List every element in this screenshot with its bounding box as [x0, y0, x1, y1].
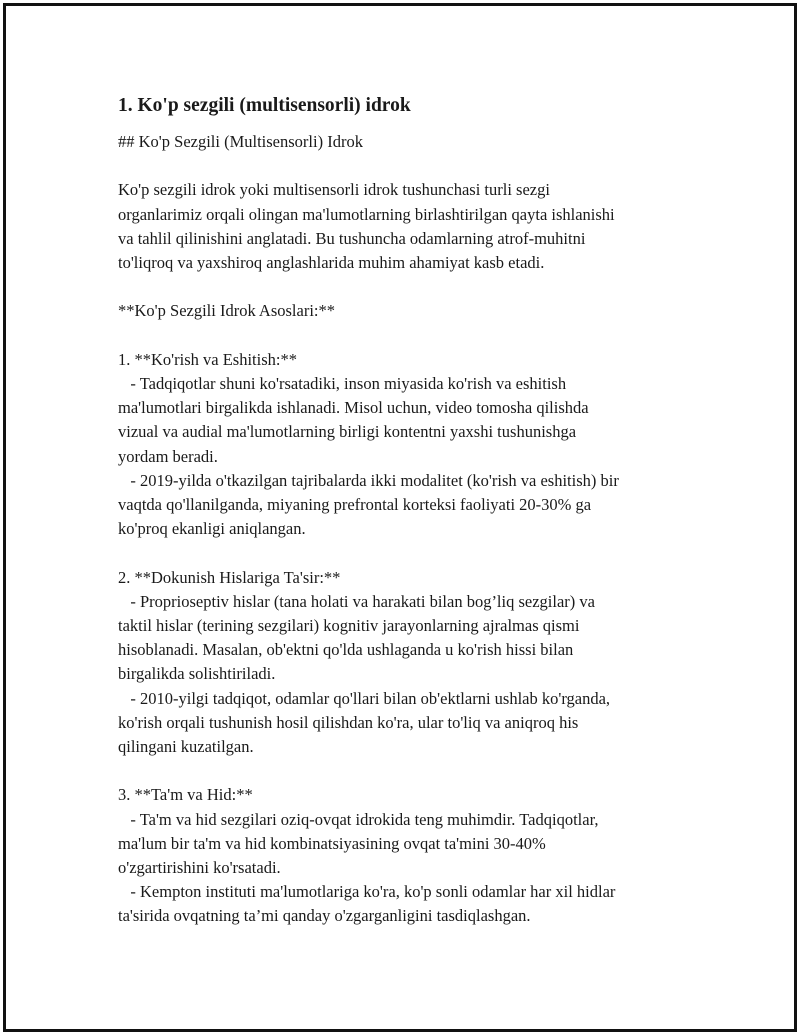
text-line: va tahlil qilinishini anglatadi. Bu tushuncha odamlarning atrof-muhitni [118, 228, 586, 248]
text-line: - Kempton instituti ma'lumotlariga ko'ra, ko'p sonli odamlar har xil hidlar [118, 882, 616, 902]
text-line: taktil hislar (terining sezgilari) kognitiv jarayonlarning ajralmas qismi [118, 616, 580, 635]
text-line: to'liqroq va yaxshiroq anglashlarida muhim ahamiyat kasb etadi. [118, 253, 545, 272]
text-line: yordam beradi. [118, 446, 218, 466]
text-line: **Ko'p Sezgili Idrok Asoslari:** [118, 301, 335, 321]
text-line: qilingani kuzatilgan. [118, 737, 254, 757]
text-line: - 2019-yilda o'tkazilgan tajribalarda ikki modalitet (ko'rish va eshitish) bir [118, 470, 619, 490]
text-line: - Tadqiqotlar shuni ko'rsatadiki, inson miyasida ko'rish va eshitish [118, 373, 567, 393]
text-line: 1. **Ko'rish va Eshitish:** [118, 349, 297, 369]
text-line: o'zgartirishini ko'rsatadi. [118, 858, 281, 878]
text-line: - Proprioseptiv hislar (tana holati va harakati bilan bog’liq sezgilar) va [118, 591, 595, 611]
text-line: hisoblanadi. Masalan, ob'ektni qo'lda ushlaganda u ko'rish hissi bilan [118, 640, 574, 660]
blank-line [118, 324, 688, 348]
blank-line [118, 275, 688, 299]
blank-line [118, 541, 688, 565]
text-line: organlarimiz orqali olingan ma'lumotlarning birlashtirilgan qayta ishlanishi [118, 204, 615, 224]
text-line: vizual va audial ma'lumotlarning birligi kontentni yaxshi tushunishga [118, 422, 577, 442]
blank-line [118, 759, 688, 783]
text-line: 2. **Dokunish Hislariga Ta'sir:** [118, 567, 341, 587]
text-line: ta'sirida ovqatning ta’mi qanday o'zgarganligini tasdiqlashgan. [118, 906, 531, 926]
text-line: ko'rish orqali tushunish hosil qilishdan ko'ra, ular to'liq va aniqroq his [118, 712, 579, 732]
text-line: 3. **Ta'm va Hid:** [118, 785, 253, 805]
text-line: - 2010-yilgi tadqiqot, odamlar qo'llari bilan ob'ektlarni ushlab ko'rganda, [118, 688, 611, 708]
blank-line [118, 154, 688, 178]
document-title: 1. Ko'p sezgili (multisensorli) idrok [118, 95, 411, 116]
text-line: ma'lumotlari birgalikda ishlanadi. Misol uchun, video tomosha qilishda [118, 398, 589, 418]
text-line: Ko'p sezgili idrok yoki multisensorli idrok tushunchasi turli sezgi [118, 180, 550, 200]
text-line: ma'lum bir ta'm va hid kombinatsiyasining ovqat ta'mini 30-40% [118, 833, 546, 853]
text-line: ## Ko'p Sezgili (Multisensorli) Idrok [118, 132, 363, 151]
text-line: birgalikda solishtiriladi. [118, 664, 276, 684]
text-line: vaqtda qo'llanilganda, miyaning prefrontal korteksi faoliyati 20-30% ga [118, 495, 592, 514]
document-text [118, 130, 688, 929]
text-line: ko'proq ekanligi aniqlangan. [118, 519, 306, 539]
document-body [118, 92, 688, 929]
text-line: - Ta'm va hid sezgilari oziq-ovqat idrokida teng muhimdir. Tadqiqotlar, [118, 809, 599, 829]
